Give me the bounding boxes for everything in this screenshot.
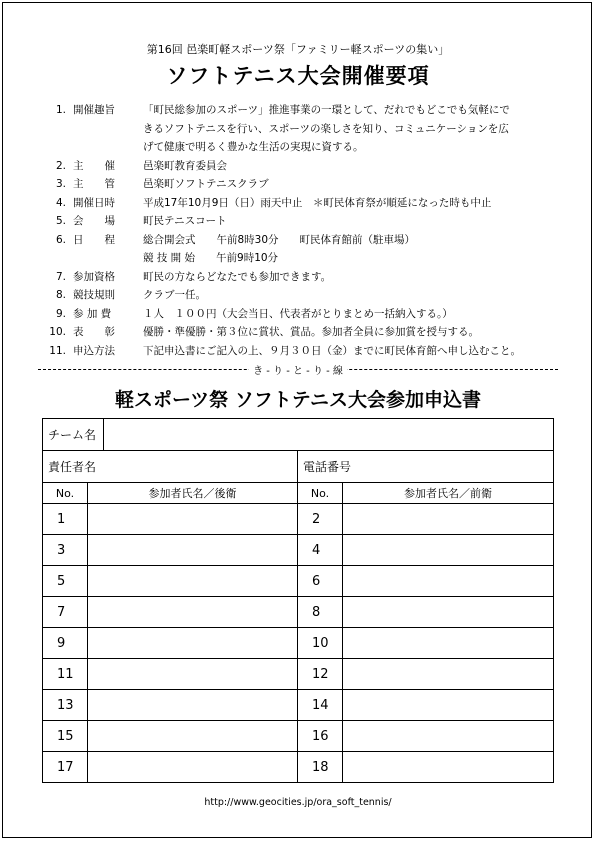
outline-item-value: 下記申込書にご記入の上、９月３０日（金）までに町民体育館へ申し込むこと。: [143, 344, 521, 357]
outline-item-label: 会 場: [73, 215, 115, 227]
participant-number: 18: [298, 752, 343, 783]
participant-number: 5: [43, 566, 88, 597]
outline-item-continuation: きるソフトテニスを行い、スポーツの楽しさを知り、コミュニケーションを広: [143, 122, 509, 135]
participant-number: 14: [298, 690, 343, 721]
participant-name-front-field[interactable]: [343, 628, 554, 659]
participant-number: 13: [43, 690, 88, 721]
outline-item-label: 主 管: [73, 178, 115, 190]
participant-name-back-field[interactable]: [88, 628, 298, 659]
participant-number: 3: [43, 535, 88, 566]
outline-item-value: 邑楽町ソフトテニスクラブ: [143, 178, 269, 190]
team-row: [43, 419, 554, 451]
participant-number: 11: [43, 659, 88, 690]
participant-name-front-field[interactable]: [343, 690, 554, 721]
outline-item-number: 9.: [55, 307, 66, 320]
outline-item-value: クラブ一任。: [143, 289, 206, 301]
phone-field[interactable]: [298, 451, 554, 483]
participant-row: [43, 659, 554, 690]
outline-item-label: 参 加 費: [73, 307, 112, 320]
participant-number: 7: [43, 597, 88, 628]
outline-item-label: 表 彰: [73, 326, 115, 338]
outline-item-label: 申込方法: [73, 344, 115, 357]
participant-number: 4: [298, 535, 343, 566]
outline-item-continuation: 競 技 開 始 午前9時10分: [143, 252, 279, 264]
leader-field[interactable]: [43, 451, 298, 483]
outline-item-value: 邑楽町教育委員会: [143, 159, 227, 172]
outline-item-number: 1.: [55, 104, 66, 116]
participant-name-front-field[interactable]: [343, 535, 554, 566]
outline-item-value: １人 １００円（大会当日、代表者がとりまとめ一括納入する。）: [143, 307, 453, 320]
cut-line-label: き - り - と - り - 線: [249, 366, 347, 377]
participant-number: 8: [298, 597, 343, 628]
outline-item-number: 7.: [55, 270, 66, 283]
participant-row: [43, 690, 554, 721]
outline-item-label: 開催日時: [73, 196, 115, 209]
outline-item-label: 競技規則: [73, 289, 115, 301]
participant-row: [43, 628, 554, 659]
form-title: 軽スポーツ祭 ソフトテニス大会参加申込書: [114, 389, 482, 411]
outline-item-value: 総合開会式 午前8時30分 町民体育館前（駐車場）: [143, 233, 416, 246]
participant-number: 1: [43, 504, 88, 535]
outline-item-number: 11.: [49, 344, 66, 357]
participant-name-back-field[interactable]: [88, 659, 298, 690]
team-field[interactable]: [43, 419, 554, 451]
outline-item-number: 6.: [55, 233, 66, 246]
outline-item-value: 町民テニスコート: [143, 215, 227, 227]
participant-number: 16: [298, 721, 343, 752]
outline-item-value: 町民の方ならどなたでも参加できます。: [143, 270, 332, 283]
participant-row: [43, 566, 554, 597]
participant-name-front-field[interactable]: [343, 504, 554, 535]
outline-item-value: 優勝・準優勝・第３位に賞状、賞品。参加者全員に参加賞を授与する。: [143, 326, 479, 338]
outline-item-label: 日 程: [73, 233, 115, 246]
participant-name-back-field[interactable]: [88, 504, 298, 535]
outline-item-number: 8.: [55, 289, 66, 301]
participant-name-back-field[interactable]: [88, 752, 298, 783]
phone-label: 電話番号: [303, 460, 352, 474]
participant-row: [43, 721, 554, 752]
participant-number: 9: [43, 628, 88, 659]
no-header-right: No.: [298, 483, 343, 504]
participant-name-back-field[interactable]: [88, 721, 298, 752]
outline-item-value: 「町民総参加のスポーツ」推進事業の一環として、だれでもどこでも気軽にで: [143, 104, 510, 116]
outline-item-number: 3.: [55, 178, 66, 190]
col-header-left: 参加者氏名／後衛: [88, 483, 298, 504]
outline-item-number: 5.: [55, 215, 66, 227]
participant-number: 15: [43, 721, 88, 752]
website-url[interactable]: http://www.geocities.jp/ora_soft_tennis/: [204, 797, 392, 808]
application-form: [42, 418, 554, 783]
leader-label: 責任者名: [48, 460, 97, 474]
team-divider: [103, 419, 104, 450]
cut-line: [38, 362, 558, 376]
participants-header: [43, 483, 554, 504]
outline-item-label: 開催趣旨: [73, 104, 115, 116]
outline-item-label: 参加資格: [73, 270, 115, 283]
participant-row: [43, 535, 554, 566]
outline-item-value: 平成17年10月9日（日）雨天中止 ＊町民体育祭が順延になった時も中止: [143, 196, 492, 209]
participant-number: 12: [298, 659, 343, 690]
col-header-right: 参加者氏名／前衛: [343, 483, 554, 504]
no-header-left: No.: [43, 483, 88, 504]
participant-number: 6: [298, 566, 343, 597]
participant-number: 2: [298, 504, 343, 535]
leader-row: [43, 451, 554, 483]
team-label: チーム名: [48, 428, 97, 442]
outline-item-continuation: げて健康で明るく豊かな生活の実現に資する。: [143, 141, 364, 153]
participant-name-front-field[interactable]: [343, 659, 554, 690]
participant-name-back-field[interactable]: [88, 566, 298, 597]
page-title: ソフトテニス大会開催要項: [166, 64, 430, 88]
participant-name-back-field[interactable]: [88, 690, 298, 721]
participant-row: [43, 597, 554, 628]
participant-name-back-field[interactable]: [88, 535, 298, 566]
outline-item-label: 主 催: [73, 159, 115, 172]
event-subtitle: 第16回 邑楽町軽スポーツ祭「ファミリー軽スポーツの集い」: [146, 43, 450, 56]
participant-name-front-field[interactable]: [343, 721, 554, 752]
outline-item-number: 4.: [55, 196, 66, 209]
participant-name-front-field[interactable]: [343, 566, 554, 597]
outline-item-number: 10.: [49, 326, 66, 338]
participant-name-front-field[interactable]: [343, 752, 554, 783]
outline-item-number: 2.: [55, 159, 66, 172]
participant-row: [43, 752, 554, 783]
participant-name-back-field[interactable]: [88, 597, 298, 628]
participant-number: 17: [43, 752, 88, 783]
participant-number: 10: [298, 628, 343, 659]
participant-row: [43, 504, 554, 535]
participant-name-front-field[interactable]: [343, 597, 554, 628]
